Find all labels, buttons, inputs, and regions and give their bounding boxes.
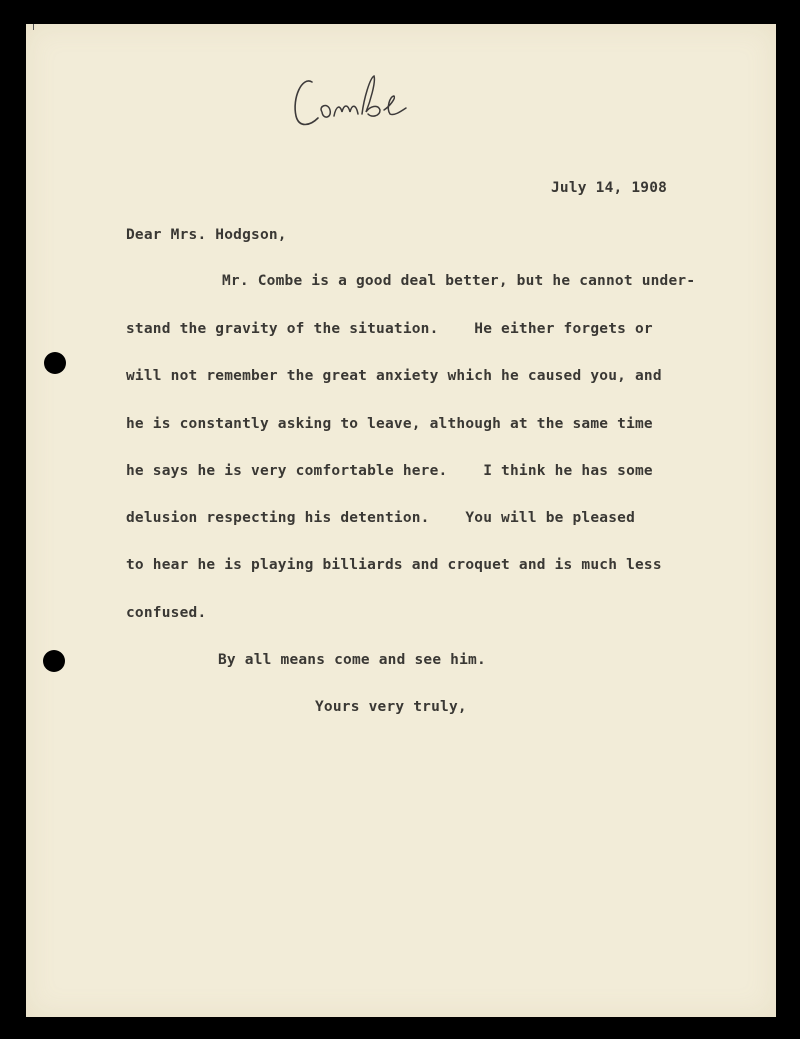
body-line-5: he says he is very comfortable here. I think he has some bbox=[126, 463, 653, 479]
body-line-2: stand the gravity of the situation. He either forgets or bbox=[126, 321, 653, 337]
body-line-8: confused. bbox=[126, 605, 207, 621]
letter-salutation: Dear Mrs. Hodgson, bbox=[126, 227, 287, 243]
body-line-3: will not remember the great anxiety which he caused you, and bbox=[126, 368, 662, 384]
closing-line: By all means come and see him. bbox=[218, 652, 486, 668]
edge-mark bbox=[33, 24, 34, 30]
complimentary-close: Yours very truly, bbox=[315, 699, 467, 715]
punch-hole-top bbox=[44, 352, 66, 374]
body-line-7: to hear he is playing billiards and croquet and is much less bbox=[126, 557, 662, 573]
body-line-1: Mr. Combe is a good deal better, but he cannot under- bbox=[222, 273, 696, 289]
punch-hole-bottom bbox=[43, 650, 65, 672]
letter-date: July 14, 1908 bbox=[551, 180, 668, 196]
body-line-6: delusion respecting his detention. You will be pleased bbox=[126, 510, 635, 526]
body-line-4: he is constantly asking to leave, although at the same time bbox=[126, 416, 653, 432]
handwritten-annotation bbox=[290, 68, 420, 138]
